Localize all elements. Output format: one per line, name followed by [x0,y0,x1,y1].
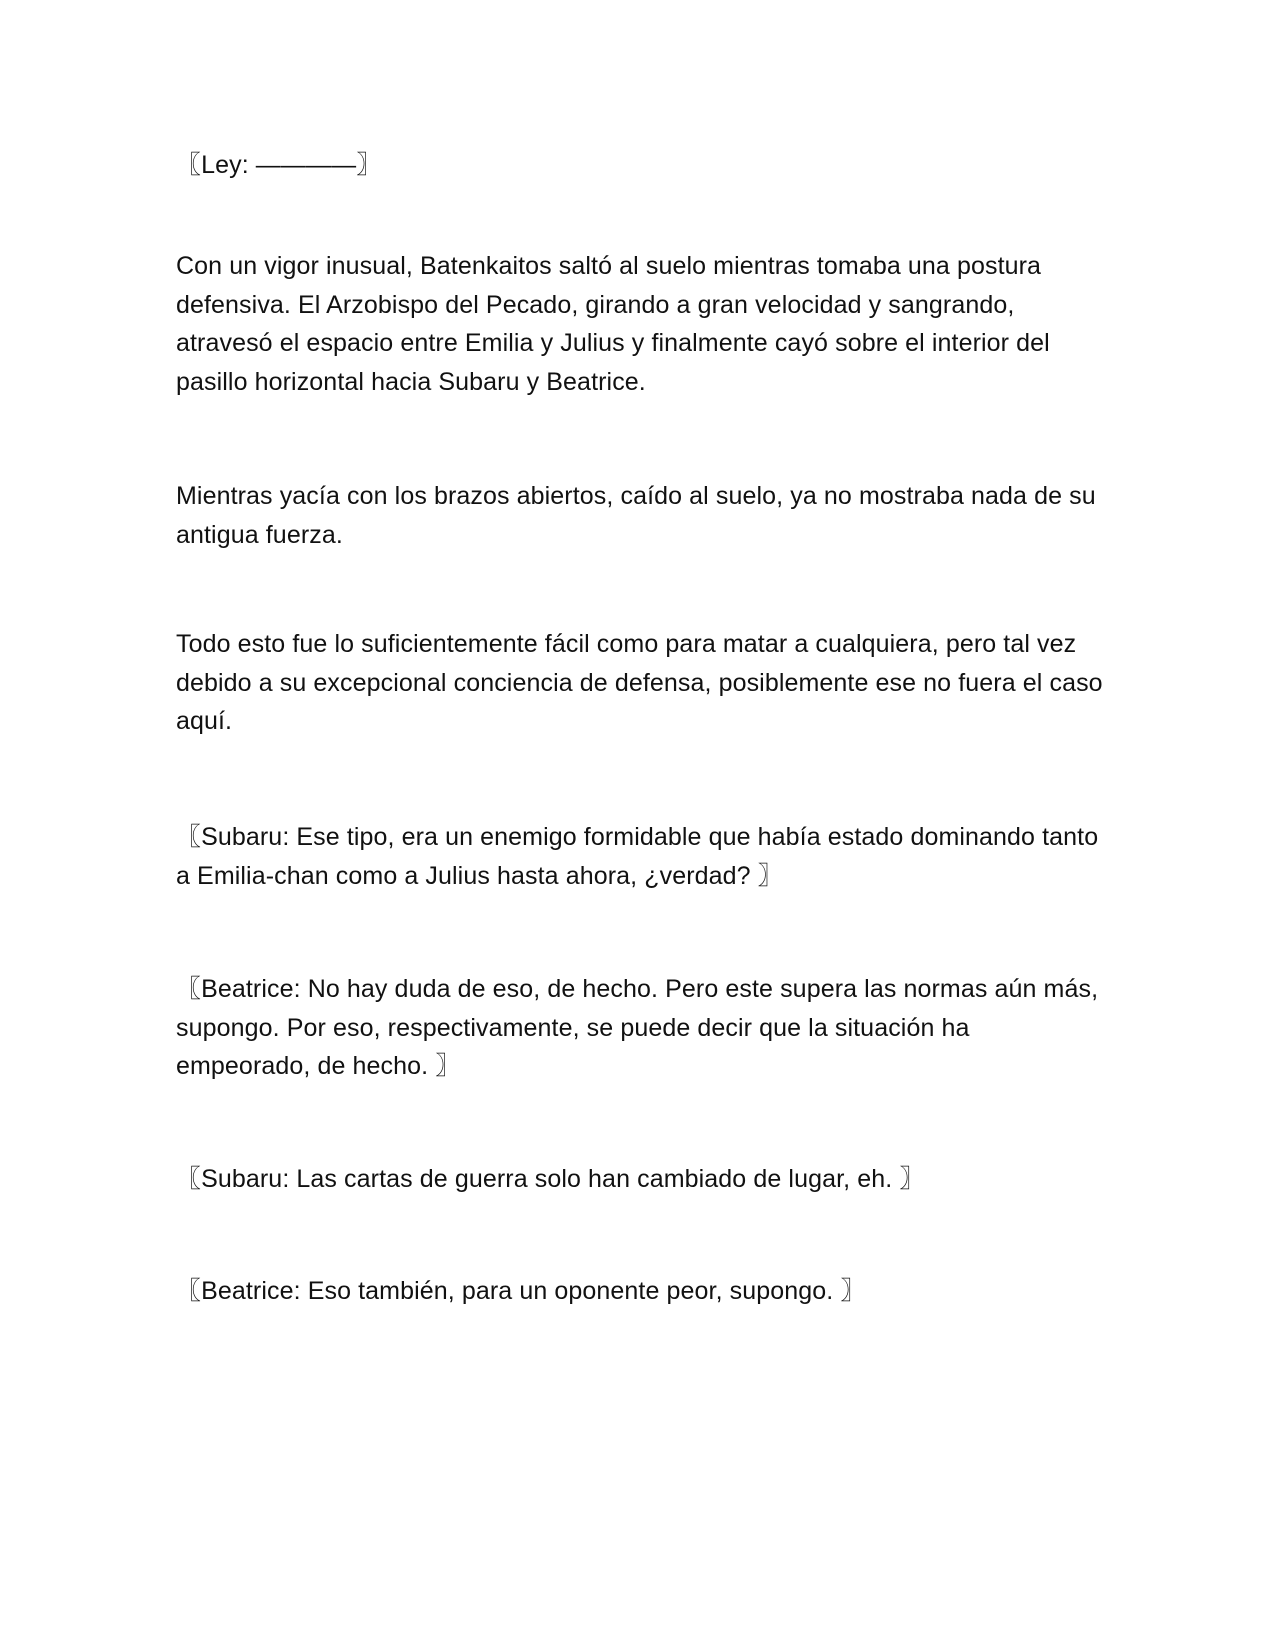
dialogue-line-beatrice-no-doubt: 〖Beatrice: No hay duda de eso, de hecho. Pero este supera las normas aún más, supongo. Por eso, respectivamente, se puede decir que la situación ha empeorado, de hecho. 〗 [176,975,1099,1080]
narration-paragraph-defense: Todo esto fue lo suficientemente fácil como para matar a cualquiera, pero tal vez debido a su excepcional conciencia de defensa, posiblemente ese no fuera el caso aquí. [176,630,1103,735]
dialogue-line-beatrice-worse-opponent: 〖Beatrice: Eso también, para un oponente peor, supongo. 〗 [176,1277,866,1305]
narration-paragraph-lying-down: Mientras yacía con los brazos abiertos, caído al suelo, ya no mostraba nada de su antigua fuerza. [176,482,1096,549]
dialogue-line-ley: 〖Ley: ————〗 [176,151,382,179]
narration-paragraph-batenkaitos-jump: Con un vigor inusual, Batenkaitos saltó al suelo mientras tomaba una postura defensiva. El Arzobispo del Pecado, girando a gran velocidad y sangrando, atravesó el espacio entre Emilia y Julius y finalmente cayó sobre el interior del pasillo horizontal hacia Subaru y Beatrice. [176,252,1050,396]
dialogue-line-subaru-formidable-enemy: 〖Subaru: Ese tipo, era un enemigo formidable que había estado dominando tanto a Emilia-chan como a Julius hasta ahora, ¿verdad? 〗 [176,823,1099,890]
dialogue-line-subaru-war-cards: 〖Subaru: Las cartas de guerra solo han cambiado de lugar, eh. 〗 [176,1165,925,1193]
